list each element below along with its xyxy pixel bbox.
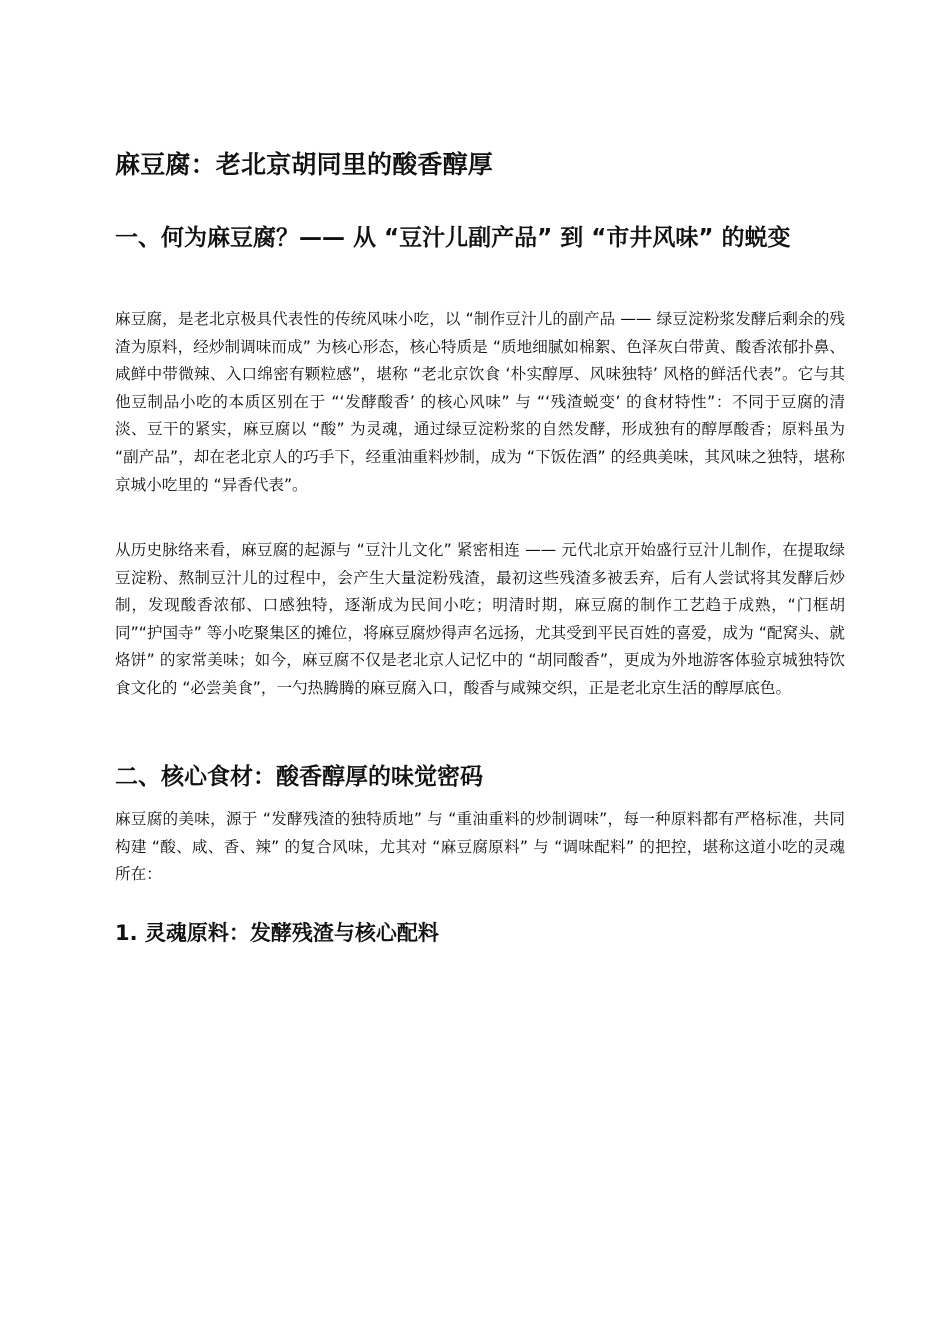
section-paragraph-ingredients-intro: 麻豆腐的美味，源于 “发酵残渣的独特质地” 与 “重油重料的炒制调味”，每一种原料都有严格标准，共同构建 “酸、咸、香、辣” 的复合风味，尤其对 “麻豆腐原料” 与 “调味配料” 的把控，堪称这道小吃的灵魂所在： [115,810,845,884]
section-paragraph-history: 从历史脉络来看，麻豆腐的起源与 “豆汁儿文化” 紧密相连 —— 元代北京开始盛行豆汁儿制作，在提取绿豆淀粉、熬制豆汁儿的过程中，会产生大量淀粉残渣，最初这些残渣多被丢弃，后有人尝试将其发酵后炒制，发现酸香浓郁、口感独特，逐渐成为民间小吃；明清时期，麻豆腐的制作工艺趋于成熟，“门框胡同”“护国寺” 等小吃聚集区的摊位，将麻豆腐炒得声名远扬，尤其受到平民百姓的喜爱，成为 “配窝头、就烙饼” 的家常美味；如今，麻豆腐不仅是老北京人记忆中的 “胡同酸香”，更成为外地游客体验京城独特饮食文化的 “必尝美食”，一勺热腾腾的麻豆腐入口，酸香与咸辣交织，正是老北京生活的醇厚底色。 [115,541,845,697]
document-title: 麻豆腐：老北京胡同里的酸香醇厚 [115,150,494,179]
section-heading-what-is-madoufu: 一、何为麻豆腐？—— 从 “豆汁儿副产品” 到 “市井风味” 的蜕变 [115,225,791,251]
section-heading-core-ingredients: 二、核心食材：酸香醇厚的味觉密码 [115,764,483,790]
section-paragraph-definition: 麻豆腐，是老北京极具代表性的传统风味小吃，以 “制作豆汁儿的副产品 —— 绿豆淀粉浆发酵后剩余的残渣为原料，经炒制调味而成” 为核心形态，核心特质是 “质地细腻如棉絮、色泽灰白带黄、酸香浓郁扑鼻、咸鲜中带微辣、入口绵密有颗粒感”，堪称 “老北京饮食 ‘朴实醇厚、风味独特’ 风格的鲜活代表”。它与其他豆制品小吃的本质区别在于 “‘发酵酸香’ 的核心风味” 与 “‘残渣蜕变’ 的食材特性”：不同于豆腐的清淡、豆干的紧实，麻豆腐以 “酸” 为灵魂，通过绿豆淀粉浆的自然发酵，形成独有的醇厚酸香；原料虽为 “副产品”，却在老北京人的巧手下，经重油重料炒制，成为 “下饭佐酒” 的经典美味，其风味之独特，堪称京城小吃里的 “异香代表”。 [115,310,845,494]
subsection-heading-soul-ingredients: 1. 灵魂原料：发酵残渣与核心配料 [115,921,439,945]
